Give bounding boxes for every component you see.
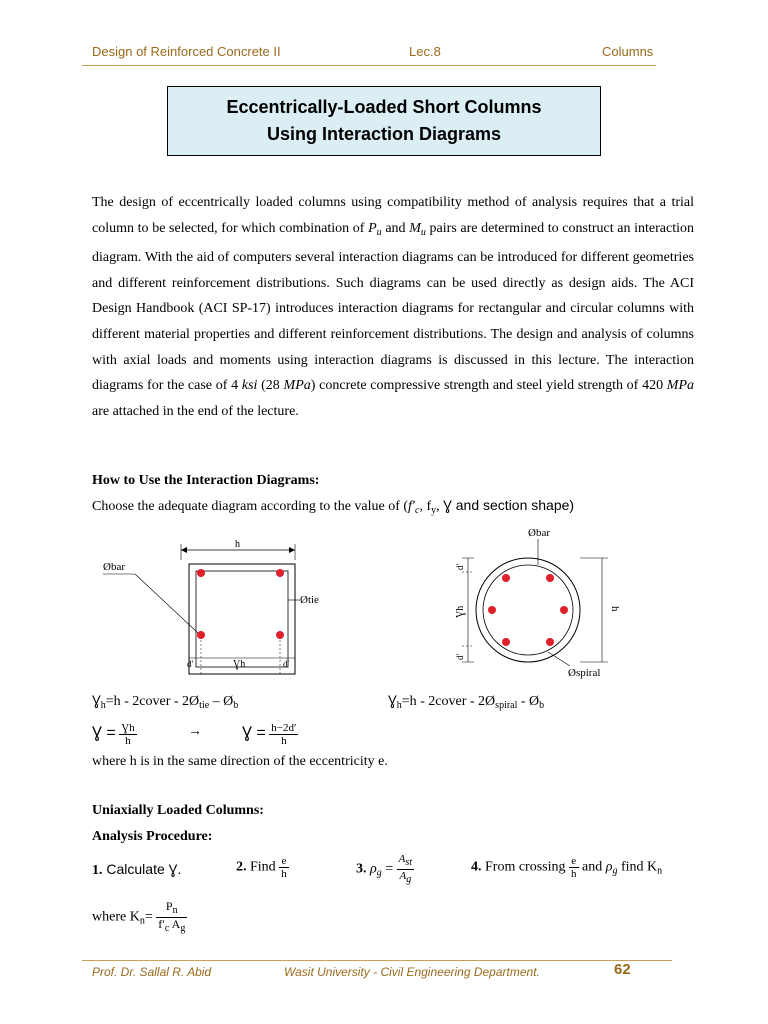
eccentricity-note: where h is in the same direction of the eccentricity e. [92,754,388,769]
rebar [197,631,205,639]
rebar [560,606,568,614]
rect-tie-label: Øtie [300,594,319,606]
rebar [488,606,496,614]
footer-department: Wasit University - Civil Engineering Department. [284,965,540,979]
analysis-heading: Analysis Procedure: [92,829,213,844]
step-3: 3. $\rho_g$ = $\frac{A_{st}}{A_g}$ [356,853,413,885]
title-box [167,86,601,156]
header-topic: Columns [602,44,654,59]
rect-d1-label: d' [187,659,194,669]
rect-gh-label: Ɣh [233,659,246,670]
page-header [92,44,652,64]
rebar [276,569,284,577]
rect-h-label: h [235,539,240,550]
header-course: Design of Reinforced Concrete II [92,44,281,59]
rect-gamma-formula: $Ɣ_h=h$ - 2cover - $2Ø_{tie}$ – $Ø_b$ [92,692,239,711]
circ-spiral-label: Øspiral [568,667,601,679]
rebar [197,569,205,577]
circ-gamma-formula: $Ɣ_h=h$ - 2cover - $2Ø_{spiral}$ - $Ø_b$ [388,692,545,711]
circular-section-diagram [430,522,640,682]
gamma-ratio-1: Ɣ = $\frac{Ɣh}{h}$ [92,722,135,747]
header-lecture: Lec.8 [409,44,441,59]
rectangular-section-diagram [95,530,335,680]
circ-d-top-label: d' [455,563,465,570]
gamma-arrow: → [188,724,202,739]
header-rule [82,65,656,66]
rebar [546,638,554,646]
footer-author: Prof. Dr. Sallal R. Abid [92,965,212,979]
gamma-ratio-2: Ɣ = $\frac{h-2d'}{h}$ [242,722,297,747]
circ-bar-label: Øbar [528,527,550,539]
howto-text: Choose the adequate diagram according to the value of ($f'_c$, $f_y$, Ɣ and section shape) [92,497,575,516]
step-1: 1. Calculate Ɣ. [92,861,182,878]
rebar [502,638,510,646]
rect-d2-label: d' [283,659,290,669]
kn-formula: where $K_n=$ $\frac{P_n}{f'_c A_g}$ [92,899,186,934]
howto-heading: How to Use the Interaction Diagrams: [92,473,320,488]
footer-rule [82,960,672,961]
title-line-1: Eccentrically-Loaded Short Columns [226,97,542,117]
rebar [502,574,510,582]
intro-paragraph: The design of eccentrically loaded columns using compatibility method of analysis requires that a trial column to be selected, for which combination of $P_u$ and $M_u$ pairs are determined to construct an interaction diagram. With the aid of computers several interaction diagrams can be introduced for different geometries and different reinforcement distributions. Such diagrams can be used directly as design aids. The ACI Design Handbook (ACI SP-17) introduces interaction diagrams for rectangular and circular columns with different material properties and different reinforcement distributions. The design and analysis of columns with axial loads and moments using interaction diagrams is discussed in this lecture. The interaction diagrams for the case of 4 ksi (28 MPa) concrete compressive strength and steel yield strength of 420 MPa are attached in the end of the lecture. [92,195,695,419]
circ-h-label: h [609,606,621,612]
step-4: 4. From crossing $\frac{e}{h}$ and $\rho_g$ find $K_n$ [471,855,663,880]
circ-gh-label: Ɣh [455,605,466,618]
rebar [276,631,284,639]
circ-d-bot-label: d' [455,653,465,660]
step-2: 2. Find $\frac{e}{h}$ [236,855,287,880]
rebar [546,574,554,582]
page-number: 62 [614,961,631,978]
rect-bar-label: Øbar [103,561,125,573]
title-line-2: Using Interaction Diagrams [266,124,502,144]
uniaxial-heading: Uniaxially Loaded Columns: [92,803,264,818]
